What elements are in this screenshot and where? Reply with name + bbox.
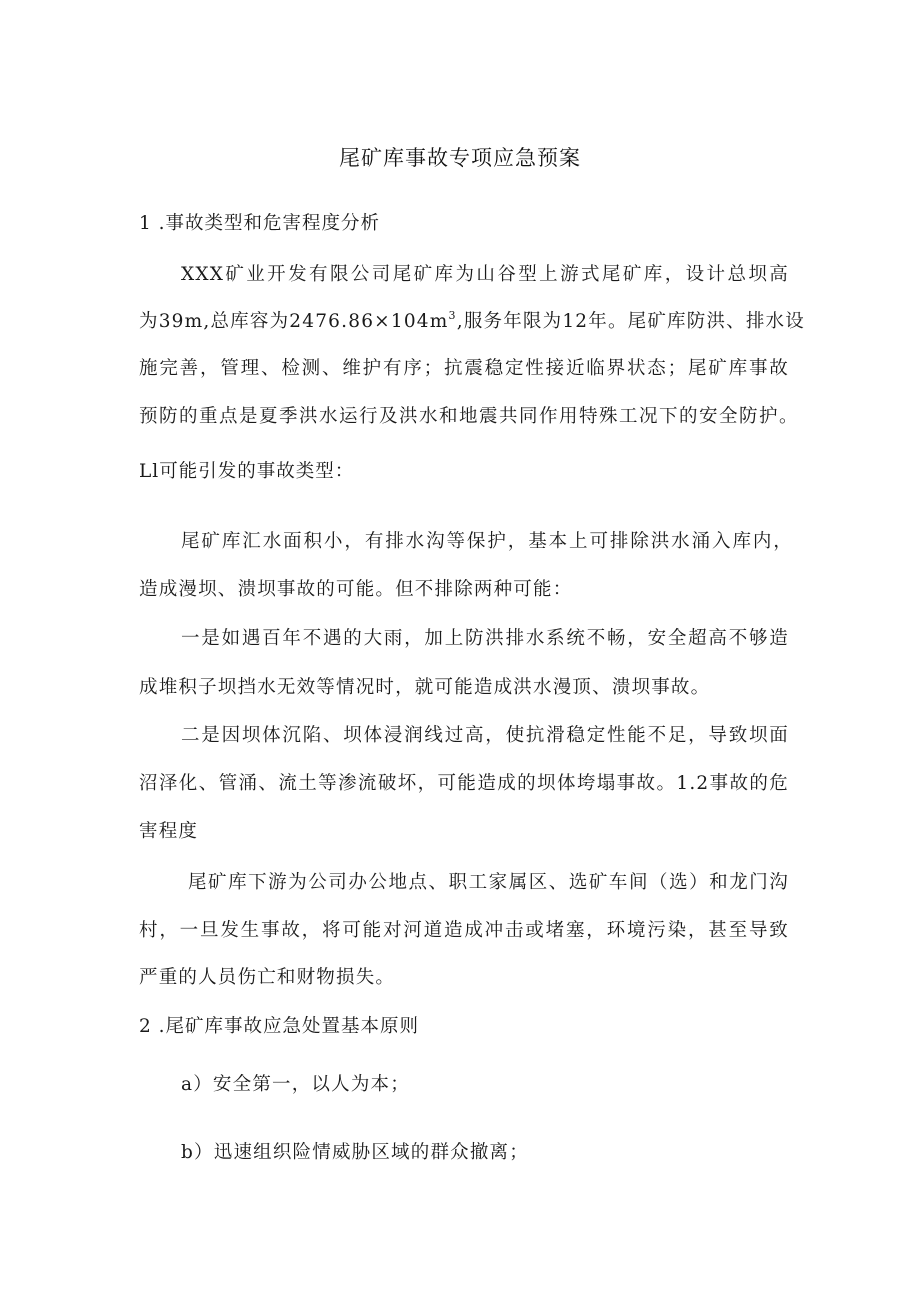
- subsection-1-1-heading: Ll可能引发的事故类型：: [139, 461, 355, 482]
- paragraph-line: 二是因坝体沉陷、坝体浸润线过高，使抗滑稳定性能不足，导致坝面: [181, 725, 789, 746]
- paragraph-line: 造成漫坝、溃坝事故的可能。但不排除两种可能：: [139, 579, 573, 600]
- section-2-heading: 2 .尾矿库事故应急处置基本原则: [139, 1016, 420, 1037]
- paragraph-line: 尾矿库下游为公司办公地点、职工家属区、选矿车间（选）和龙门沟: [188, 872, 789, 893]
- paragraph-line: 施完善，管理、检测、维护有序；抗震稳定性接近临界状态；尾矿库事故: [139, 358, 789, 379]
- superscript: 3: [448, 309, 457, 322]
- paragraph-text: ,服务年限为12年。尾矿库防洪、排水设: [456, 311, 805, 332]
- paragraph-line: 一是如遇百年不遇的大雨，加上防洪排水系统不畅，安全超高不够造: [181, 628, 789, 649]
- section-1-heading: 1 .事故类型和危害程度分析: [139, 213, 381, 234]
- paragraph-line: 村，一旦发生事故，将可能对河道造成冲击或堵塞，环境污染，甚至导致: [139, 920, 789, 941]
- paragraph-line: 沼泽化、管涌、流土等渗流破坏，可能造成的坝体垮塌事故。1.2事故的危: [139, 773, 789, 794]
- list-item: b）迅速组织险情威胁区域的群众撤离；: [181, 1142, 529, 1163]
- paragraph-text: 为39m,总库容为2476.86×104m: [139, 311, 449, 332]
- paragraph-line: 成堆积子坝挡水无效等情况时，就可能造成洪水漫顶、溃坝事故。: [139, 677, 711, 698]
- paragraph-line: 预防的重点是夏季洪水运行及洪水和地震共同作用特殊工况下的安全防护。: [139, 406, 800, 427]
- document-title: 尾矿库事故专项应急预案: [339, 146, 581, 170]
- paragraph-line: XXX矿业开发有限公司尾矿库为山谷型上游式尾矿库，设计总坝高: [181, 264, 789, 285]
- paragraph-line: 严重的人员伤亡和财物损失。: [139, 967, 396, 988]
- paragraph-line: 害程度: [139, 821, 199, 842]
- paragraph-line: 尾矿库汇水面积小，有排水沟等保护，基本上可排除洪水涌入库内，: [181, 531, 793, 552]
- paragraph-line: [139, 309, 805, 334]
- list-item: a）安全第一，以人为本；: [181, 1074, 410, 1095]
